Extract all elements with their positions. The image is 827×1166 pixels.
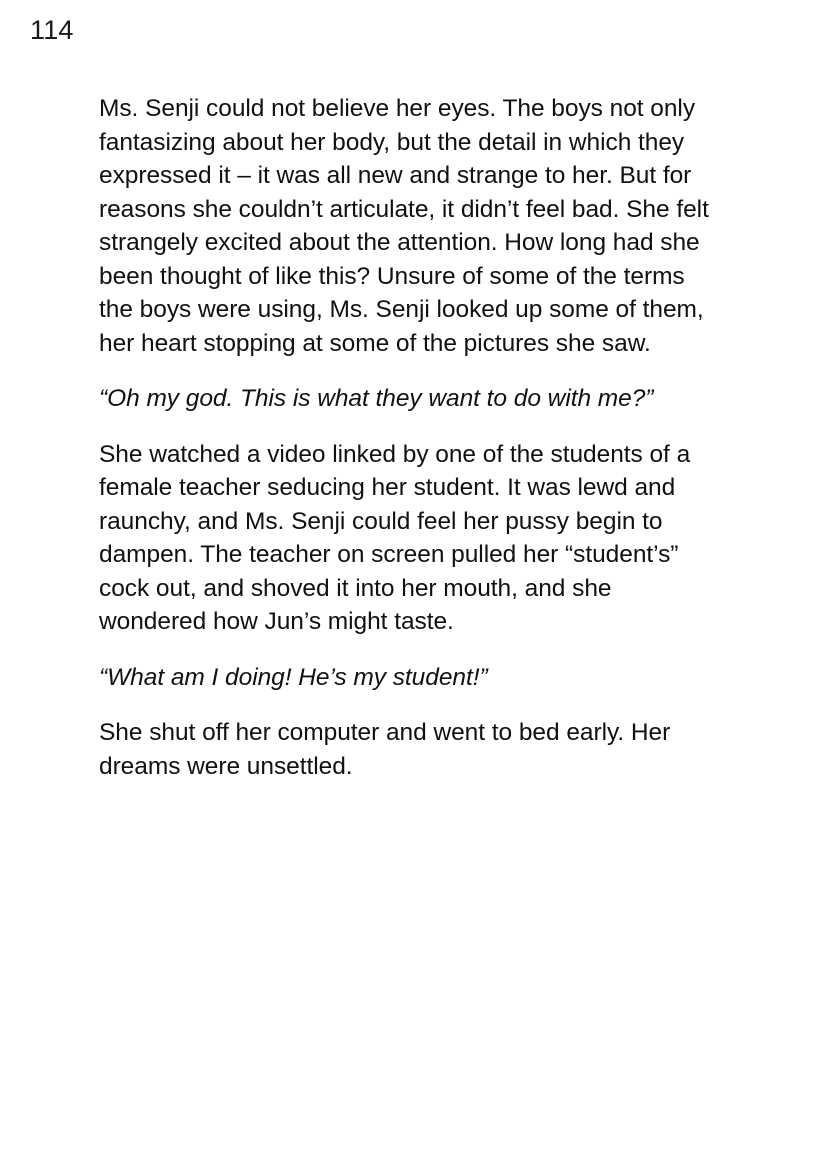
- paragraph: She watched a video linked by one of the students of a female teacher seducing her student. It was lewd and raunchy, and Ms. Senji could feel her pussy begin to dampen. The teacher on screen pulled her “student’s” cock out, and shoved it into her mouth, and she wondered how Jun’s might taste.: [99, 440, 691, 635]
- paragraph: Ms. Senji could not believe her eyes. The boys not only fantasizing about her body, but the detail in which they expressed it – it was all new and strange to her. But for reasons she couldn’t articulate, it didn’t feel bad. She felt strangely excited about the attention. How long had she been thought of like this? Unsure of some of the terms the boys were using, Ms. Senji looked up some of them, her heart stopping at some of the pictures she saw.: [99, 95, 709, 357]
- paragraph-quote: “What am I doing! He’s my student!”: [99, 663, 488, 691]
- body-text-column: [99, 92, 717, 783]
- paragraph-quote: “Oh my god. This is what they want to do with me?”: [99, 385, 654, 412]
- page-number: 114: [30, 15, 74, 45]
- paragraph: She shut off her computer and went to bed early. Her dreams were unsettled.: [99, 719, 671, 780]
